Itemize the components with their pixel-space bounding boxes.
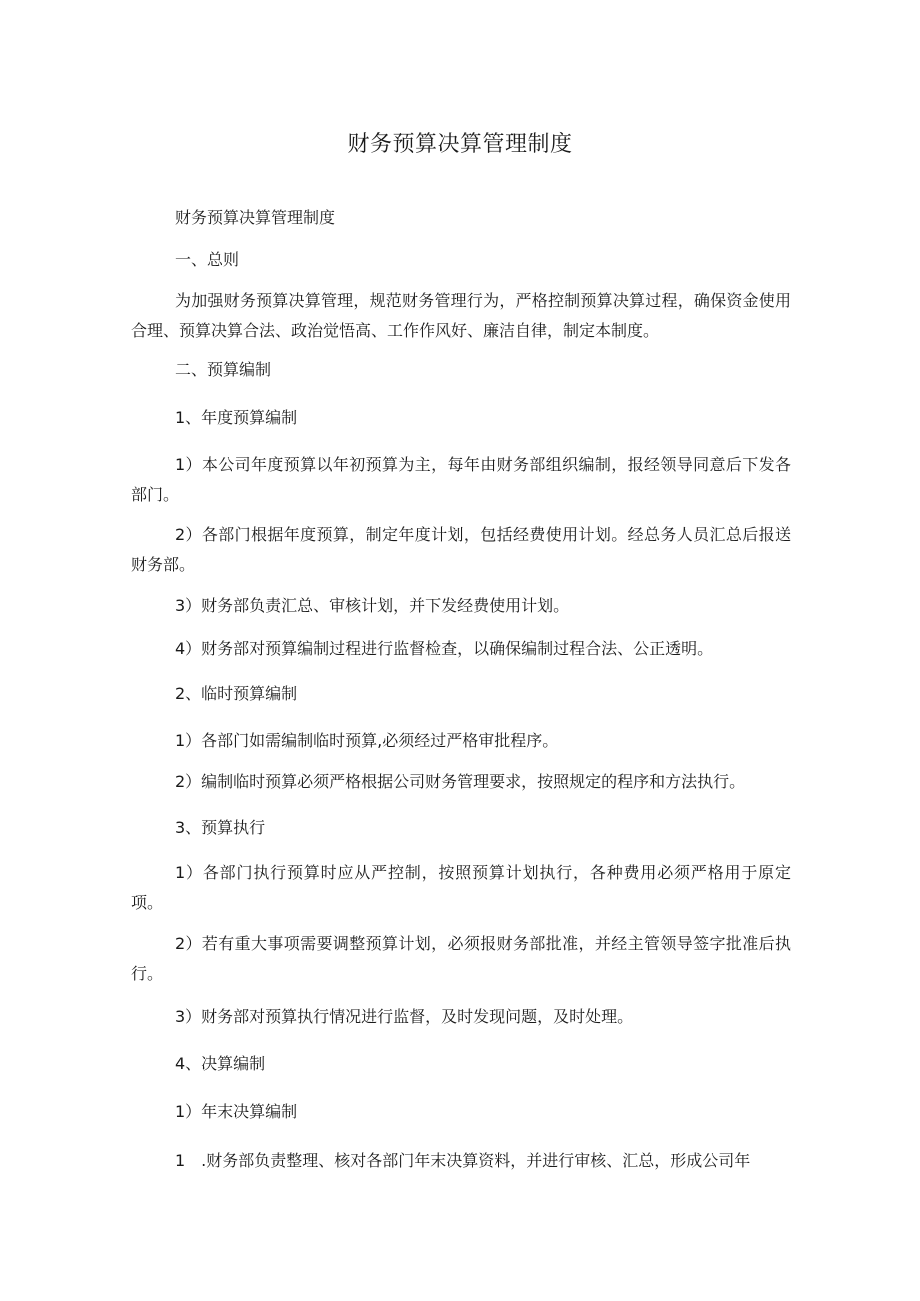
heading-temporary-budget: 2、临时预算编制 <box>175 684 298 703</box>
paragraph-general: 为加强财务预算决算管理，规范财务管理行为，严格控制预算决算过程，确保资金使用合理、预算决算合法、政治觉悟高、工作作风好、廉洁自律，制定本制度。 <box>131 291 791 340</box>
subtitle-paragraph: 财务预算决算管理制度 <box>175 208 336 227</box>
heading-annual-budget: 1、年度预算编制 <box>175 408 298 427</box>
heading-year-end-accounts: 1）年末决算编制 <box>175 1102 298 1121</box>
paragraph-annual-1: 1）本公司年度预算以年初预算为主，每年由财务部组织编制，报经领导同意后下发各部门。 <box>131 455 791 504</box>
paragraph-temporary-1: 1）各部门如需编制临时预算,必须经过严格审批程序。 <box>175 731 559 750</box>
paragraph-annual-3: 3）财务部负责汇总、审核计划，并下发经费使用计划。 <box>175 596 570 615</box>
paragraph-temporary-2: 2）编制临时预算必须严格根据公司财务管理要求，按照规定的程序和方法执行。 <box>175 772 746 791</box>
heading-budget-execution: 3、预算执行 <box>175 818 266 837</box>
heading-final-accounts: 4、决算编制 <box>175 1054 266 1073</box>
paragraph-year-end-1: 1 .财务部负责整理、核对各部门年末决算资料，并进行审核、汇总，形成公司年 <box>175 1151 751 1170</box>
paragraph-execution-3: 3）财务部对预算执行情况进行监督，及时发现问题，及时处理。 <box>175 1007 634 1026</box>
heading-general: 一、总则 <box>175 250 240 269</box>
paragraph-annual-4: 4）财务部对预算编制过程进行监督检查，以确保编制过程合法、公正透明。 <box>175 639 714 658</box>
heading-budget-preparation: 二、预算编制 <box>175 360 272 379</box>
document-title: 财务预算决算管理制度 <box>347 132 573 157</box>
paragraph-annual-2: 2）各部门根据年度预算，制定年度计划，包括经费使用计划。经总务人员汇总后报送财务部。 <box>131 525 791 574</box>
paragraph-execution-1: 1）各部门执行预算时应从严控制，按照预算计划执行，各种费用必须严格用于原定项。 <box>131 863 791 912</box>
paragraph-execution-2: 2）若有重大事项需要调整预算计划，必须报财务部批准，并经主管领导签字批准后执行。 <box>131 934 791 983</box>
